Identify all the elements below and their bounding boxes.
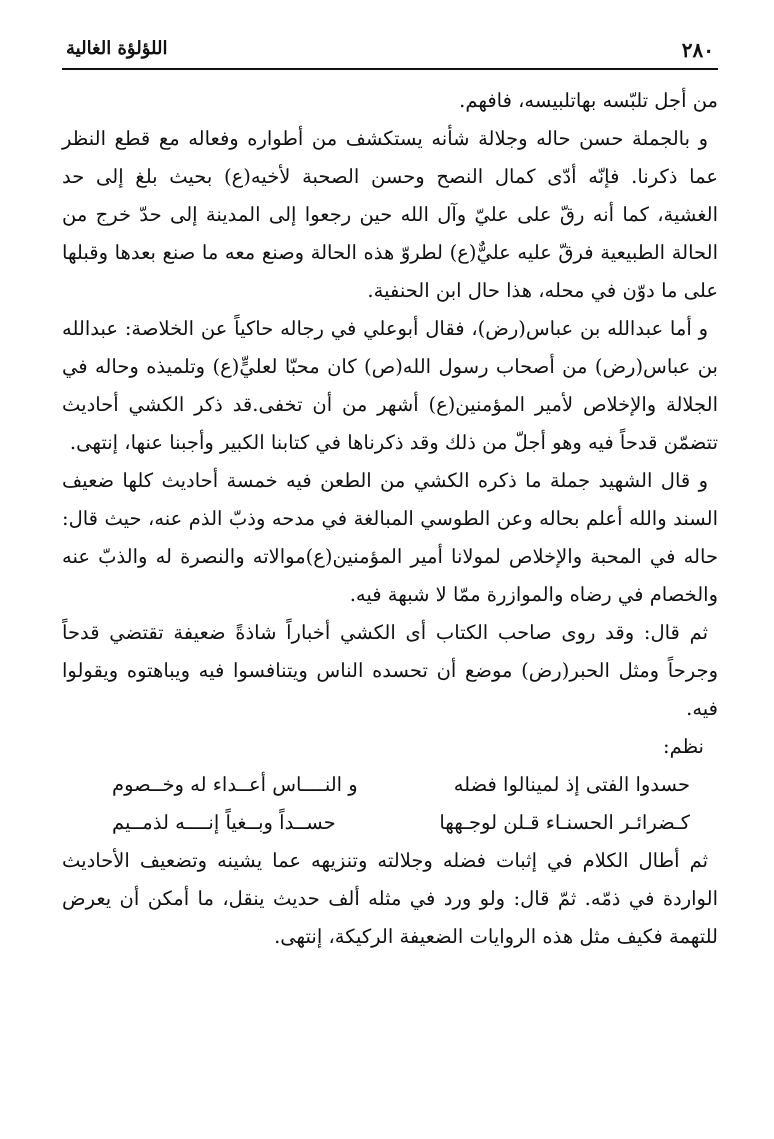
poem-label: نظم: [663, 735, 704, 758]
verse-2-second-hemistich: حســداً وبــغياً إنــــه لذمــيم [112, 811, 336, 834]
verse-2-first-hemistich: كـضرائـر الحسنـاء قـلن لوجـهها [439, 811, 690, 834]
poem-verse-2 [62, 804, 718, 842]
poem-verse-1 [62, 766, 718, 804]
paragraph-4: و قال الشهيد جملة ما ذكره الكشي من الطعن فيه خمسة أحاديث كلها ضعيف السند والله أعلم بحاله وعن الطوسي المبالغة في مدحه وذبّ الذم عنه، حيث قال: حاله في المحبة والإخلاص لمولانا أمير المؤمنين(ع)موالاته والنصرة له والذبّ عنه والخصام في رضاه والموازرة ممّا لا شبهة فيه. [62, 469, 718, 606]
paragraph-1: من أجل تلبّسه بهاتلبيسه، فافهم. [459, 89, 718, 112]
page-body [62, 82, 718, 956]
paragraph-5: ثم قال: وقد روى صاحب الكتاب أى الكشي أخباراً شاذةً ضعيفة تقتضي قدحاً وجرحاً ومثل الحبر(رض) موضع أن تحسده الناس ويتنافسوا فيه ويباهتوه ويقولوا فيه. [62, 621, 718, 720]
paragraph-3: و أما عبدالله بن عباس(رض)، فقال أبوعلي في رجاله حاكياً عن الخلاصة: عبدالله بن عباس(رض) من أصحاب رسول الله(ص) كان محبّا لعليٍّ(ع) وتلميذه وحاله في الجلالة والإخلاص لأمير المؤمنين(ع) أشهر من أن تخفى.قد ذكر الكشي أحاديث تتضمّن قدحاً فيه وهو أجلّ من ذلك وقد ذكرناها في كتابنا الكبير وأجبنا عنها، إنتهى. [62, 317, 718, 454]
page-header [62, 32, 718, 70]
paragraph-2: و بالجملة حسن حاله وجلالة شأنه يستكشف من أطواره وفعاله مع قطع النظر عما ذكرنا. فإنّه أدّى كمال النصح وحسن الصحبة لأخيه(ع) بحيث بلغ إلى حد الغشية، كما أنه رقّ على عليّ وآل الله حين رجعوا إلى المدينة إلى حدّ خرج من الحالة الطبيعية فرقّ عليه عليٌّ(ع) لطروّ هذه الحالة وصنع معه ما صنع بعدها وقبلها على ما دوّن في محله، هذا حال ابن الحنفية. [62, 127, 718, 302]
page-number: ٢٨٠ [681, 38, 714, 62]
verse-1-second-hemistich: و النــــاس أعــداء له وخــصوم [112, 773, 358, 796]
closing-paragraph: ثم أطال الكلام في إثبات فضله وجلالته وتنزيهه عما يشينه وتضعيف الأحاديث الواردة في ذمّه. ثمّ قال: ولو ورد في مثله ألف حديث ينقل، ما أمكن أن يعرض للتهمة فكيف مثل هذه الروايات الضعيفة الركيكة، إنتهى. [62, 849, 718, 948]
running-title: اللؤلؤة الغالية [66, 38, 168, 59]
verse-1-first-hemistich: حسدوا الفتى إذ لم‍ينالوا فضله [453, 773, 690, 796]
